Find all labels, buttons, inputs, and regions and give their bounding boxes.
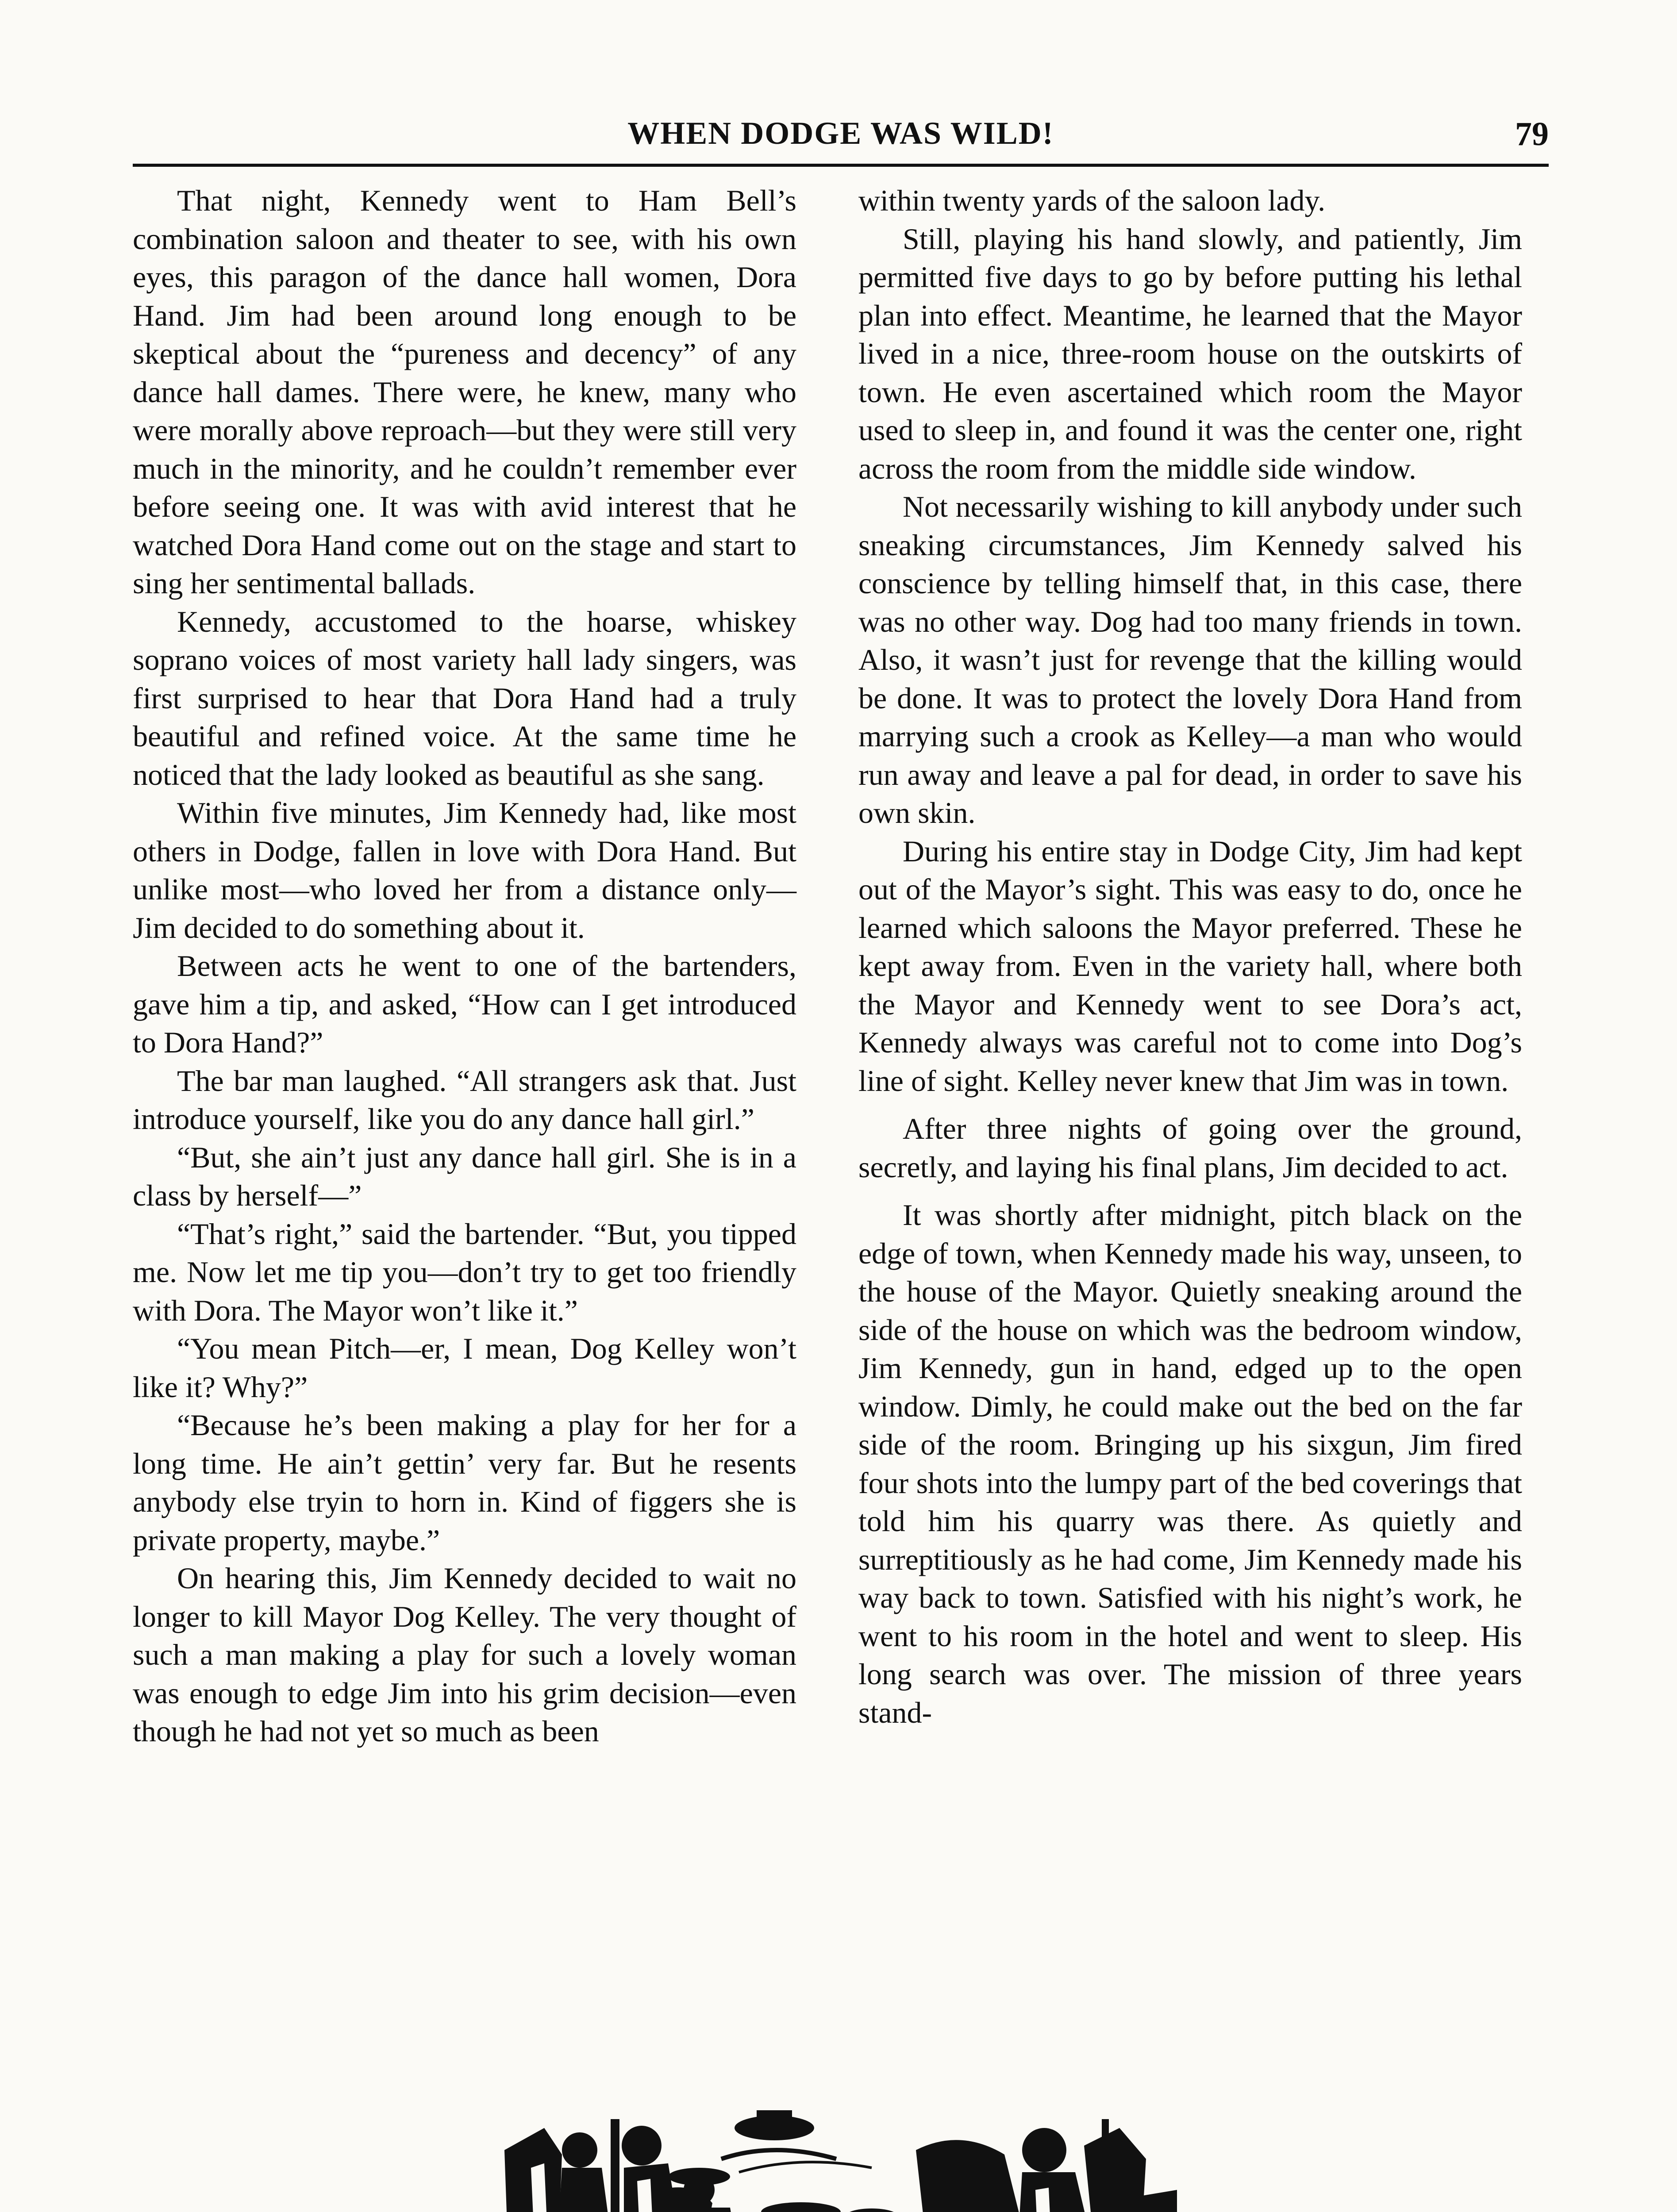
paragraph: “You mean Pitch—er, I mean, Dog Kelley won’t like it? Why?” [133, 1332, 796, 1404]
paragraph: Within five minutes, Jim Kennedy had, like most others in Dodge, fallen in love with Dora Hand. But unlike most—who loved her from a distance only—Jim decided to do something about it. [133, 796, 796, 945]
paragraph: The bar man laughed. “All strangers ask that. Just introduce yourself, like you do any dance hall girl.” [133, 1064, 796, 1136]
paragraph: During his entire stay in Dodge City, Jim had kept out of the Mayor’s sight. This was easy to do, once he learned which saloons the Mayor preferred. These he kept away from. Even in the variety hall, where both the Mayor and Kennedy went to see Dora’s act, Kennedy always was careful not to come into Dog’s line of sight. Kelley never knew that Jim was in town. [858, 834, 1522, 1098]
paragraph: “But, she ain’t just any dance hall girl. She is in a class by herself—” [133, 1140, 796, 1212]
paragraph: Between acts he went to one of the bartenders, gave him a tip, and asked, “How can I get introduced to Dora Hand?” [133, 949, 796, 1059]
paragraph: Kennedy, accustomed to the hoarse, whiskey soprano voices of most variety hall lady singers, was first surprised to hear that Dora Hand had a truly beautiful and refined voice. At the same time he noticed that the lady looked as beautiful as she sang. [133, 604, 796, 791]
paragraph-continued: within twenty yards of the saloon lady. [858, 184, 1326, 217]
paragraph: It was shortly after midnight, pitch black on the edge of town, when Kennedy made his way, unseen, to the house of the Mayor. Quietly sneaking around the side of the house on which was the bedroom window, Jim Kennedy, gun in hand, edged up to the open window. Dimly, he could make out the bed on the far side of the room. Bringing up his sixgun, Jim fired four shots into the lumpy part of the bed coverings that told him his quarry was there. As quietly and surreptitiously as he had come, Jim Kennedy made his way back to town. Satisfied with his night’s work, he went to his room in the hotel and went to sleep. His long search was over. The mission of three years stand- [858, 1198, 1522, 1729]
paragraph: That night, Kennedy went to Ham Bell’s combination saloon and theater to see, with his own eyes, this paragon of the dance hall women, Dora Hand. Jim had been around long enough to be skeptical about the “pureness and decency” of any dance hall dames. There were, he knew, many who were morally above reproach—but they were still very much in the minority, and he couldn’t remember ever before seeing one. It was with avid interest that he watched Dora Hand come out on the stage and start to sing her sentimental ballads. [133, 184, 796, 600]
paragraph: On hearing this, Jim Kennedy decided to wait no longer to kill Mayor Dog Kelley. The very thought of such a man making a play for such a lovely woman was enough to edge Jim into his grim decision—even though he had not yet so much as been [133, 1561, 796, 1748]
left-column [133, 181, 796, 2048]
paragraph: After three nights of going over the ground, secretly, and laying his final plans, Jim decided to act. [858, 1112, 1522, 1184]
page-number: 79 [1515, 115, 1549, 153]
page-header [133, 111, 1549, 164]
paragraph: Still, playing his hand slowly, and patiently, Jim permitted five days to go by before putting his lethal plan into effect. Meantime, he learned that the Mayor lived in a nice, three-room house on the outskirts of town. He even ascertained which room the Mayor used to sleep in, and found it was the center one, right across the room from the middle side window. [858, 222, 1522, 485]
right-column [858, 181, 1522, 2048]
paragraph: “Because he’s been making a play for her for a long time. He ain’t gettin’ very far. But he resents anybody else tryin to horn in. Kind of figgers she is private property, maybe.” [133, 1408, 796, 1557]
paragraph: Not necessarily wishing to kill anybody under such sneaking circumstances, Jim Kennedy salved his conscience by telling himself that, in this case, there was no other way. Dog had too many friends in town. Also, it wasn’t just for revenge that the killing would be done. It was to protect the lovely Dora Hand from marrying such a crook as Kelley—a man who would run away and leave a pal for dead, in order to save his own skin. [858, 490, 1522, 830]
header-rule [133, 164, 1549, 167]
paragraph: “That’s right,” said the bartender. “But, you tipped me. Now let me tip you—don’t try to get too friendly with Dora. The Mayor won’t like it.” [133, 1217, 796, 1327]
running-title: WHEN DODGE WAS WILD! [627, 115, 1054, 151]
saloon-scene-illustration [491, 2101, 1181, 2212]
